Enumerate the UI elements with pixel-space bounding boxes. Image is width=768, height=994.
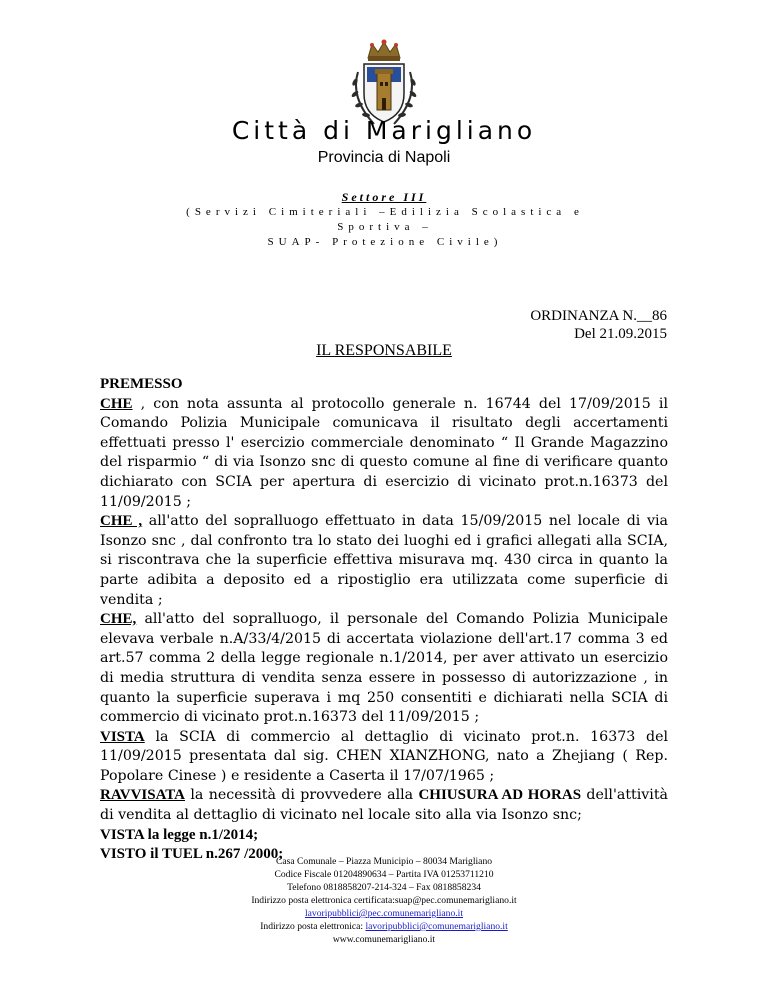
footer-address: Casa Comunale – Piazza Municipio – 80034 Marigliano xyxy=(275,856,493,867)
premesso-label: PREMESSO xyxy=(100,376,183,392)
paragraph-4: VISTA la SCIA di commercio al dettaglio di vicinato prot.n. 16373 del 11/09/2015 presentata dal sig. CHEN XIANZHONG, nato a Zhejiang ( Rep. Popolare Cinese ) e residente a Caserta il 17/07/1965 ; xyxy=(100,728,668,784)
footer xyxy=(0,855,768,946)
city-title: Città di Marigliano xyxy=(231,116,537,145)
sector-label: Settore III xyxy=(341,190,427,204)
footer-pec-link[interactable]: lavoripubblici@pec.comunemarigliano.it xyxy=(304,908,464,919)
services-line-2: SUAP- Protezione Civile) xyxy=(267,236,503,248)
footer-website: www.comunemarigliano.it xyxy=(332,934,436,945)
ordinance-block xyxy=(530,307,667,343)
ordinance-number: ORDINANZA N.__86 xyxy=(530,308,667,324)
footer-pec: Indirizzo posta elettronica certificata:suap@pec.comunemarigliano.it xyxy=(251,895,517,906)
document-body xyxy=(100,375,668,865)
paragraph-1: CHE , con nota assunta al protocollo generale n. 16744 del 17/09/2015 il Comando Polizia Municipale comunicava il risultato degli accertamenti effettuati presso l' esercizio commerciale denominato “ Il Grande Magazzino del risparmio “ di via Isonzo snc di questo comune al fine di verificare quanto dichiarato con SCIA per apertura di esercizio di vicinato prot.n.16373 del 11/09/2015 ; xyxy=(100,395,668,510)
province-subtitle: Provincia di Napoli xyxy=(317,149,451,166)
paragraph-7: VISTO il TUEL n.267 /2000; xyxy=(100,846,284,863)
paragraph-5: RAVVISATA la necessità di provvedere alla CHIUSURA AD HORAS dell'attività di vendita al dettaglio di vicinato nel locale sito alla via Isonzo snc; xyxy=(100,787,668,824)
paragraph-3: CHE, all'atto del sopralluogo, il personale del Comando Polizia Municipale elevava verbale n.A/33/4/2015 di accertata violazione dell'art.17 comma 3 ed art.57 comma 2 della legge regionale n.1/2014, per aver attivato un esercizio di media struttura di vendita senza essere in possesso di autorizzazione , in quanto la superficie superava i mq 250 consentiti e dichiarati nella SCIA di commercio di vicinato prot.n.16373 del 11/09/2015 ; xyxy=(100,611,668,726)
ordinance-date: Del 21.09.2015 xyxy=(574,326,667,342)
footer-email-line: Indirizzo posta elettronica: lavoripubblici@comunemarigliano.it xyxy=(260,921,508,932)
footer-tax-codes: Codice Fiscale 01204890634 – Partita IVA 01253711210 xyxy=(274,869,494,880)
document-heading xyxy=(0,342,768,360)
footer-phone: Telefono 0818858207-214-324 – Fax 0818858234 xyxy=(287,882,481,893)
paragraph-2: CHE , all'atto del sopralluogo effettuato in data 15/09/2015 nel locale di via Isonzo snc , dal confronto tra lo stato dei luoghi ed i grafici allegati alla SCIA, si riscontrava che la superficie effettiva misurava mq. 430 circa in quanto la parte adibita a deposito ed a ripostiglio era utilizzata come superficie di vendita ; xyxy=(100,513,668,608)
heading-text: IL RESPONSABILE xyxy=(316,342,452,359)
services-line-1: (Servizi Cimiteriali –Edilizia Scolastica e Sportiva – xyxy=(186,206,584,233)
services-line xyxy=(160,205,610,250)
footer-email-link[interactable]: lavoripubblici@comunemarigliano.it xyxy=(365,921,508,932)
paragraph-6: VISTA la legge n.1/2014; xyxy=(100,826,259,843)
